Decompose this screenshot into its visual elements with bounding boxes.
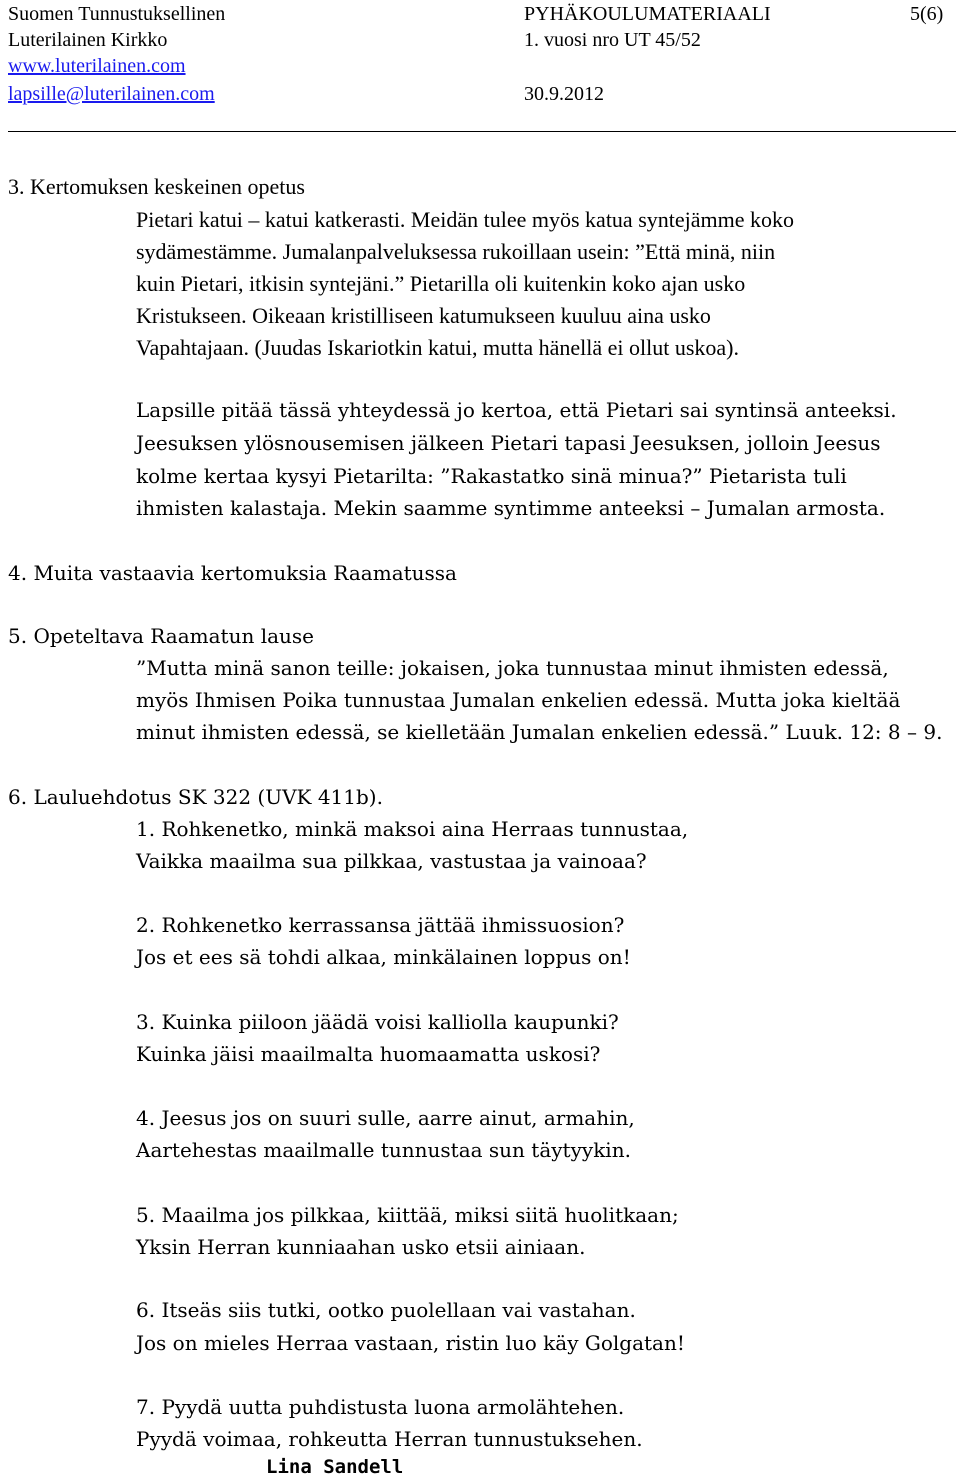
hymn-verse-3-line-1: 3. Kuinka piiloon jäädä voisi kalliolla kaupunki?	[136, 1010, 619, 1034]
hymn-verse-7-line-2: Pyydä voimaa, rohkeutta Herran tunnustuksehen.	[136, 1427, 643, 1451]
section-3-paragraph-line: ihmisten kalastaja. Mekin saamme syntimme anteeksi – Jumalan armosta.	[136, 496, 886, 520]
material-title: PYHÄKOULUMATERIAALI	[524, 3, 771, 25]
email-link[interactable]: lapsille@luterilainen.com	[8, 83, 215, 105]
bible-verse-line: myös Ihmisen Poika tunnustaa Jumalan enkelien edessä. Mutta joka kieltää	[136, 688, 901, 712]
section-3-paragraph-line: kolme kertaa kysyi Pietarilta: ”Rakastatko sinä minua?” Pietarista tuli	[136, 464, 847, 488]
section-3-line: Pietari katui – katui katkerasti. Meidän tulee myös katua syntejämme koko	[136, 207, 795, 232]
section-3-heading: 3. Kertomuksen keskeinen opetus	[8, 174, 305, 199]
hymn-verse-2-line-1: 2. Rohkenetko kerrassansa jättää ihmissuosion?	[136, 913, 625, 937]
bible-verse-line: ”Mutta minä sanon teille: jokaisen, joka tunnustaa minut ihmisten edessä,	[136, 656, 889, 680]
lesson-date: 30.9.2012	[524, 83, 604, 105]
section-3-paragraph-line: Lapsille pitää tässä yhteydessä jo kertoa, että Pietari sai syntinsä anteeksi.	[136, 398, 897, 422]
bible-verse-line: minut ihmisten edessä, se kielletään Jumalan enkelien edessä.” Luuk. 12: 8 – 9.	[136, 720, 943, 744]
section-3-line: Kristukseen. Oikeaan kristilliseen katumukseen kuuluu aina usko	[136, 303, 711, 328]
hymn-verse-1-line-2: Vaikka maailma sua pilkkaa, vastustaa ja vainoaa?	[136, 849, 647, 873]
lesson-number: 1. vuosi nro UT 45/52	[524, 29, 701, 51]
website-link[interactable]: www.luterilainen.com	[8, 55, 186, 77]
hymn-verse-6-line-1: 6. Itseäs siis tutki, ootko puolellaan vai vastahan.	[136, 1298, 636, 1322]
hymn-verse-3-line-2: Kuinka jäisi maailmalta huomaamatta uskosi?	[136, 1042, 601, 1066]
hymn-verse-6-line-2: Jos on mieles Herraa vastaan, ristin luo käy Golgatan!	[136, 1331, 685, 1355]
hymn-verse-7-line-1: 7. Pyydä uutta puhdistusta luona armolähtehen.	[136, 1395, 625, 1419]
hymn-verse-5-line-2: Yksin Herran kunniaahan usko etsii ainiaan.	[136, 1235, 586, 1259]
section-5-heading: 5. Opeteltava Raamatun lause	[8, 624, 314, 648]
section-3-line: Vapahtajaan. (Juudas Iskariotkin katui, mutta hänellä ei ollut uskoa).	[136, 335, 740, 360]
page-number: 5(6)	[910, 3, 944, 25]
hymn-verse-4-line-2: Aartehestas maailmalle tunnustaa sun täytyykin.	[136, 1138, 631, 1162]
hymn-verse-1-line-1: 1. Rohkenetko, minkä maksoi aina Herraas tunnustaa,	[136, 817, 689, 841]
hymn-author: Lina Sandell	[266, 1456, 404, 1478]
section-4-heading: 4. Muita vastaavia kertomuksia Raamatussa	[8, 561, 457, 585]
section-3-line: sydämestämme. Jumalanpalveluksessa rukoillaan usein: ”Että minä, niin	[136, 239, 776, 264]
section-6-heading: 6. Lauluehdotus SK 322 (UVK 411b).	[8, 785, 383, 809]
hymn-verse-5-line-1: 5. Maailma jos pilkkaa, kiittää, miksi siitä huolitkaan;	[136, 1203, 679, 1227]
org-name-line2: Luterilainen Kirkko	[8, 29, 168, 51]
section-3-line: kuin Pietari, itkisin syntejäni.” Pietarilla oli kuitenkin koko ajan usko	[136, 271, 746, 296]
hymn-verse-2-line-2: Jos et ees sä tohdi alkaa, minkälainen loppus on!	[136, 945, 631, 969]
hymn-verse-4-line-1: 4. Jeesus jos on suuri sulle, aarre ainut, armahin,	[136, 1106, 635, 1130]
header-divider	[8, 131, 956, 132]
org-name-line1: Suomen Tunnustuksellinen	[8, 3, 226, 25]
section-3-paragraph-line: Jeesuksen ylösnousemisen jälkeen Pietari tapasi Jeesuksen, jolloin Jeesus	[136, 431, 881, 455]
